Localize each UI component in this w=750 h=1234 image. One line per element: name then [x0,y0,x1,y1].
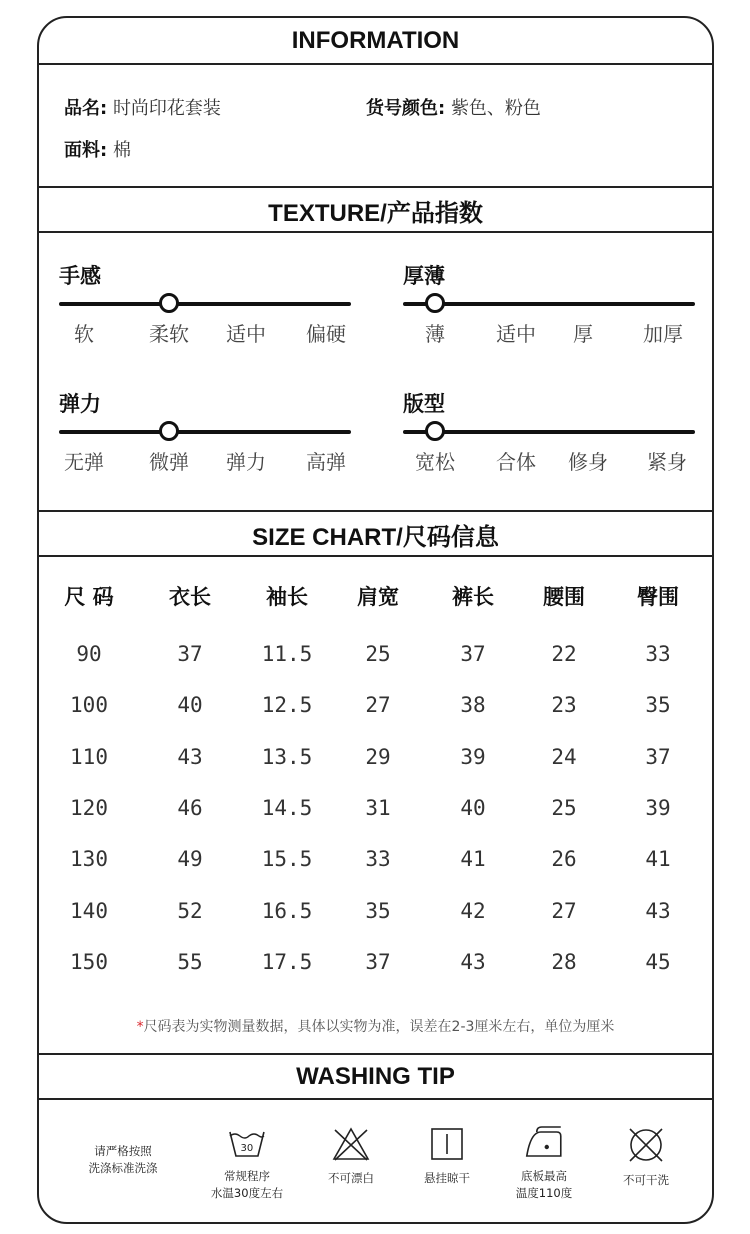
size-table-cell: 16.5 [261,898,313,923]
texture-scale-label: 宽松 [415,450,455,474]
size-table-cell: 55 [177,949,203,974]
size-table-cell: 15.5 [261,847,313,872]
texture-indicator-knob [159,293,179,313]
information-header: INFORMATION [291,27,460,54]
texture-scale-line [59,302,351,306]
wash-item-30 [211,1126,283,1202]
size-table-cell: 100 [70,693,108,718]
size-table-cell: 46 [177,795,203,820]
texture-scale-line [59,430,351,434]
texture-elasticity [59,388,351,498]
hang-dry-icon [429,1126,465,1162]
size-table-cell: 49 [177,847,203,872]
size-table-cell: 43 [460,949,486,974]
texture-title: 弹力 [59,392,101,416]
size-table-cell: 37 [177,642,203,666]
size-table-cell: 17.5 [261,949,313,974]
size-table-cell: 35 [645,693,671,718]
size-table-row [39,788,712,828]
size-table-cell: 37 [460,642,486,666]
texture-thickness [403,260,695,370]
wash-item-line1: 底板最高 [520,1169,567,1183]
size-table-cell: 90 [76,642,102,666]
texture-scale-label: 修身 [568,450,608,474]
size-table-cell: 45 [645,949,671,974]
size-table-cell: 25 [551,795,577,820]
size-table-cell: 11.5 [261,642,313,666]
product-color-value: 紫色、粉色 [450,98,541,119]
wash-item-no-bleach [328,1126,374,1187]
size-table-cell: 43 [645,898,671,923]
wash-tub-number: 30 [240,1143,254,1154]
washing-intro [89,1143,158,1177]
texture-feel [59,260,351,370]
product-info-card [37,16,714,1224]
divider [39,231,712,233]
size-table-header-cell: 裤长 [452,585,494,609]
texture-scale-labels [59,446,351,476]
size-table-cell: 27 [365,693,391,718]
size-table-cell: 39 [460,744,486,769]
product-fabric-label: 面料: [64,140,108,161]
size-table-cell: 120 [70,795,108,820]
size-table-cell: 25 [365,642,391,666]
product-fabric-value: 棉 [112,140,131,161]
size-table-header-row [39,577,712,617]
size-table-cell: 41 [645,847,671,872]
texture-indicator-knob [425,421,445,441]
product-color [366,94,541,120]
product-name [64,94,221,120]
texture-title: 厚薄 [403,264,445,288]
size-table-cell: 37 [365,949,391,974]
size-table-cell: 35 [365,898,391,923]
size-table-cell: 41 [460,847,486,872]
texture-scale-labels [59,318,351,348]
size-table-header-cell: 尺 码 [64,585,114,609]
size-table-cell: 24 [551,744,577,769]
texture-scale-line [403,302,695,306]
size-table-cell: 26 [551,847,577,872]
washing-intro-line1: 请严格按照 [94,1144,152,1158]
size-table-cell: 110 [70,744,108,769]
wash-item-no-dry-clean [623,1126,669,1189]
divider [39,1098,712,1100]
size-table-cell: 14.5 [261,795,313,820]
size-table-header-cell: 衣长 [169,585,211,609]
size-table-header-cell: 肩宽 [357,585,399,609]
iron-icon [523,1126,565,1160]
size-table-row [39,942,712,982]
size-table-cell: 29 [365,744,391,769]
washing-intro-line2: 洗涤标准洗涤 [88,1161,158,1175]
washing-header: WASHING TIP [296,1063,455,1090]
no-bleach-icon [331,1126,371,1162]
texture-scale-label: 微弹 [149,450,189,474]
size-table-cell: 43 [177,744,203,769]
size-table-cell: 13.5 [261,744,313,769]
texture-fit [403,388,695,498]
size-table-cell: 37 [645,744,671,769]
note-text: 尺码表为实物测量数据，具体以实物为准，误差在2-3厘米左右，单位为厘米 [143,1019,615,1035]
size-table-cell: 23 [551,693,577,718]
size-table-cell: 150 [70,949,108,974]
texture-scale-label: 无弹 [64,450,104,474]
texture-scale-label: 柔软 [149,322,189,346]
size-table-cell: 52 [177,898,203,923]
texture-scale-line [403,430,695,434]
size-table-cell: 140 [70,898,108,923]
texture-scale-label: 紧身 [647,450,687,474]
product-color-label: 货号颜色: [366,98,446,119]
product-fabric [64,136,131,162]
texture-title: 版型 [403,392,445,416]
texture-scale-label: 厚 [573,322,593,346]
size-table-cell: 22 [551,642,577,666]
wash-30-icon [227,1126,267,1160]
size-table-cell: 12.5 [261,693,313,718]
wash-item-line2: 温度110度 [515,1186,573,1200]
wash-item-line1: 不可干洗 [623,1173,669,1187]
size-note [39,1016,712,1036]
size-table-cell: 40 [460,795,486,820]
texture-scale-labels [403,446,695,476]
wash-item-line2: 水温30度左右 [210,1186,284,1200]
size-table-cell: 39 [645,795,671,820]
texture-header: TEXTURE/产品指数 [268,199,483,227]
size-table-header-cell: 腰围 [543,585,585,609]
size-chart-header: SIZE CHART/尺码信息 [252,523,499,551]
size-table-row [39,737,712,777]
texture-scale-label: 偏硬 [306,322,346,346]
texture-indicator-knob [159,421,179,441]
texture-scale-label: 弹力 [226,450,266,474]
divider [39,63,712,65]
product-name-value: 时尚印花套装 [112,98,221,119]
texture-scale-label: 合体 [496,450,536,474]
size-table-cell: 33 [365,847,391,872]
size-table-cell: 27 [551,898,577,923]
size-table-cell: 38 [460,693,486,718]
size-table-row [39,685,712,725]
size-table-cell: 31 [365,795,391,820]
texture-title: 手感 [59,264,101,288]
divider [39,555,712,557]
wash-item-hang-dry [424,1126,470,1187]
wash-item-line1: 悬挂晾干 [424,1171,470,1185]
texture-scale-label: 适中 [226,322,266,346]
size-table-cell: 42 [460,898,486,923]
product-name-label: 品名: [64,98,108,119]
no-dry-clean-icon [627,1126,665,1164]
texture-scale-labels [403,318,695,348]
texture-scale-label: 高弹 [306,450,346,474]
texture-scale-label: 软 [74,322,94,346]
size-table-cell: 28 [551,949,577,974]
texture-indicator-knob [425,293,445,313]
wash-item-line1: 常规程序 [223,1169,270,1183]
texture-scale-label: 薄 [425,322,445,346]
size-table-row [39,891,712,931]
wash-item-line1: 不可漂白 [328,1171,374,1185]
texture-scale-label: 加厚 [643,322,683,346]
size-table-cell: 130 [70,847,108,872]
texture-scale-label: 适中 [496,322,536,346]
size-table-row [39,839,712,879]
size-table-row [39,634,712,674]
size-table-header-cell: 臀围 [637,585,679,609]
size-table-cell: 33 [645,642,671,666]
size-table-cell: 40 [177,693,203,718]
note-star: * [136,1019,144,1035]
wash-item-iron [516,1126,572,1202]
size-table-header-cell: 袖长 [266,585,308,609]
